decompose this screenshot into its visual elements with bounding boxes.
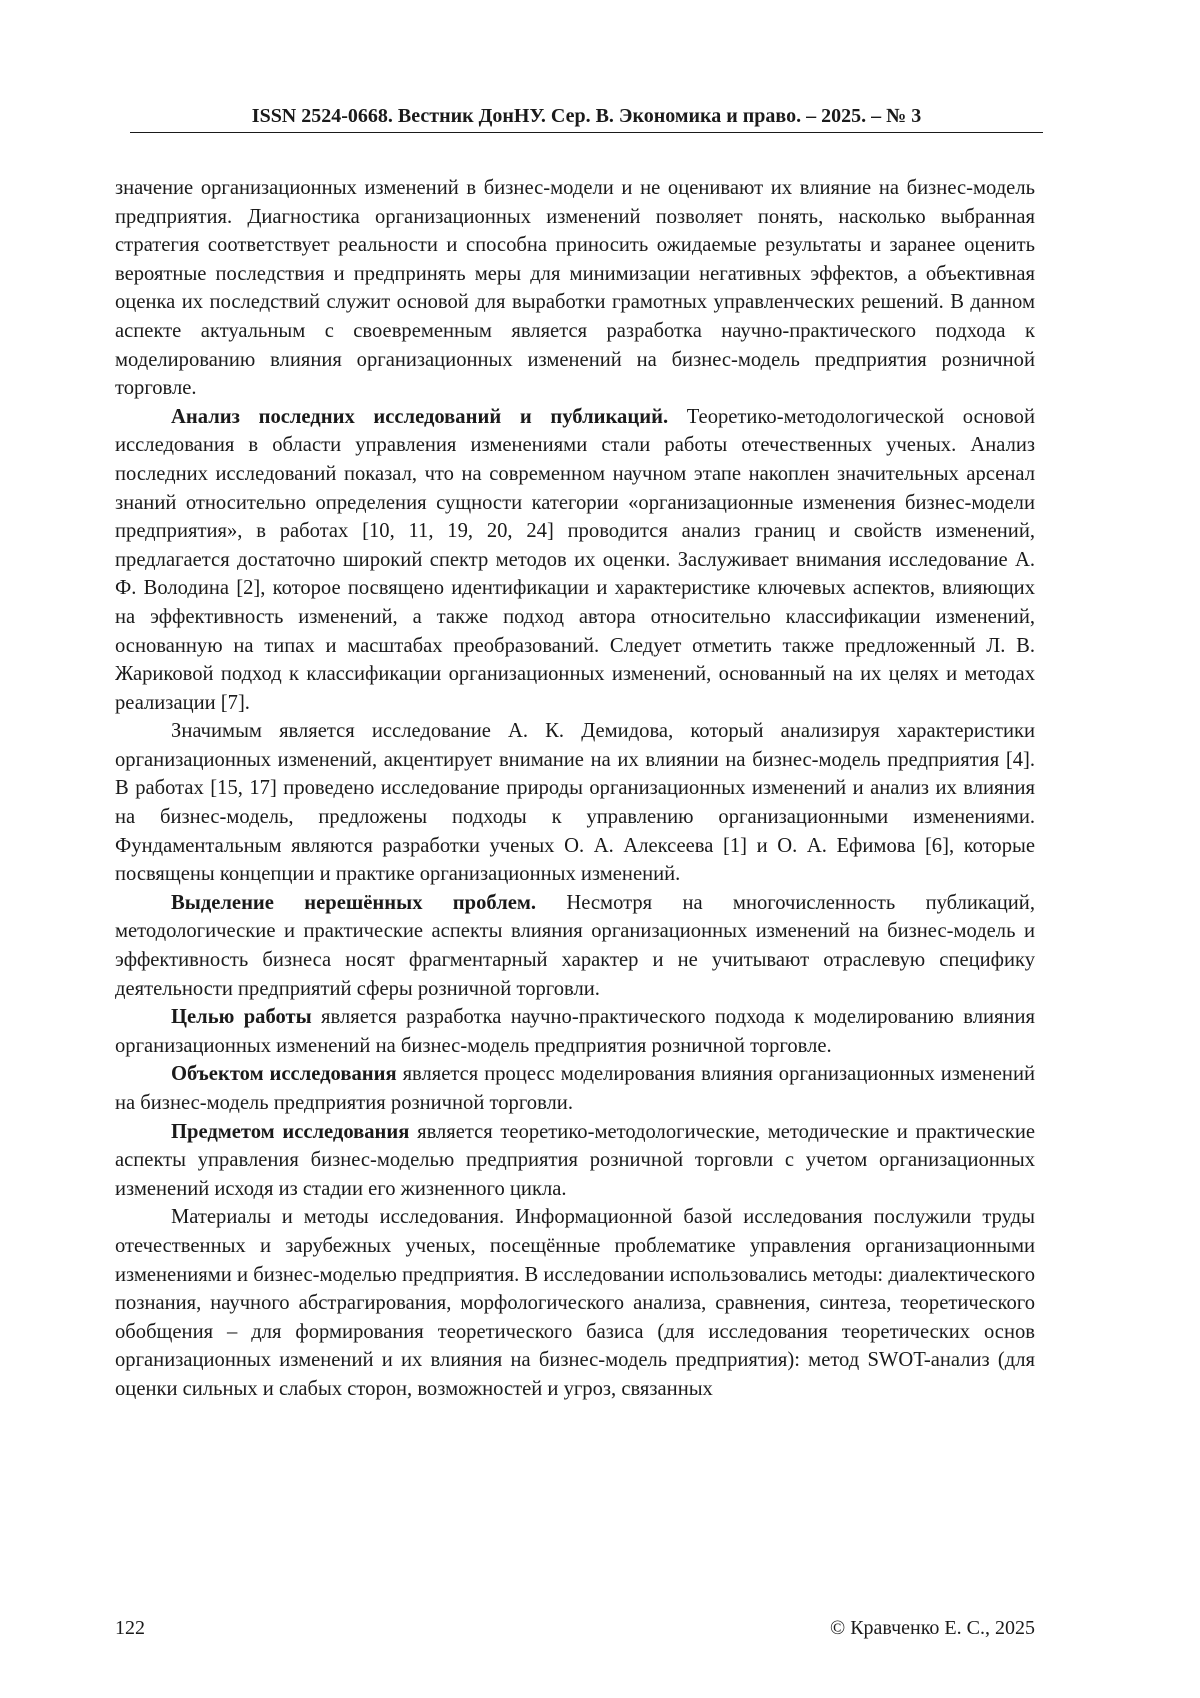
paragraph-lead: Целью работы xyxy=(171,1006,312,1029)
running-header: ISSN 2524-0668. Вестник ДонНУ. Сер. В. Экономика и право. – 2025. – № 3 xyxy=(251,105,922,127)
header-rule xyxy=(130,132,1043,133)
paragraph-text: Материалы и методы исследования. Информационной базой исследования послужили труды отечественных и зарубежных ученых, посещённые проблематике управления организационными изменениями и бизнес-моделью предприятия. В исследовании использовались методы: диалектического познания, научного абстрагирования, морфологического анализа, сравнения, синтеза, теоретического обобщения – для формирования теоретического базиса (для исследования теоретических основ организационных изменений и их влияния на бизнес-модель предприятия): метод SWOT-анализ (для оценки сильных и слабых сторон, возможностей и угроз, связанных xyxy=(115,1206,1035,1400)
page-number: 122 xyxy=(115,1617,145,1639)
paragraph-text: Теоретико-методологической основой исследования в области управления изменениями стали работы отечественных ученых. Анализ последних исследований показал, что на современном научном этапе накоплен значительных арсенал знаний относительно определения сущности категории «организационные изменения бизнес-модели предприятия», в работах [10, 11, 19, 20, 24] проводится анализ границ и свойств изменений, предлагается достаточно широкий спектр методов их оценки. Заслуживает внимания исследование А. Ф. Володина [2], которое посвящено идентификации и характеристике ключевых аспектов, влияющих на эффективность изменений, а также подход автора относительно классификации изменений, основанную на типах и масштабах преобразований. Следует отметить также предложенный Л. В. Жариковой подход к классификации организационных изменений, основанный на их целях и методах реализации [7]. xyxy=(115,405,1035,714)
paragraph-methods xyxy=(115,1203,1035,1403)
paragraph-text: является процесс моделирования влияния организационных изменений на бизнес-модель предприятия розничной торговли. xyxy=(115,1063,1035,1114)
paragraph-subject xyxy=(115,1118,1035,1204)
paragraph-text: является разработка научно-практического подхода к моделированию влияния организационных изменений на бизнес-модель предприятия розничной торговле. xyxy=(115,1006,1035,1057)
article-body xyxy=(115,174,1035,1404)
paragraph-lead: Выделение нерешённых проблем. xyxy=(171,891,537,914)
paragraph-text: Значимым является исследование А. К. Демидова, который анализируя характеристики организационных изменений, акцентирует внимание на их влиянии на бизнес-модель предприятия [4]. В работах [15, 17] проведено исследование природы организационных изменений и анализ их влияния на бизнес-модель, предложены подходы к управлению организационными изменениями. Фундаментальным являются разработки ученых О. А. Алексеева [1] и О. А. Ефимова [6], которые посвящены концепции и практике организационных изменений. xyxy=(115,720,1035,886)
paragraph-text: значение организационных изменений в бизнес-модели и не оценивают их влияние на бизнес-модель предприятия. Диагностика организационных изменений позволяет понять, насколько выбранная стратегия соответствует реальности и способна приносить ожидаемые результаты и заранее оценить вероятные последствия и предпринять меры для минимизации негативных эффектов, а объективная оценка их последствий служит основой для выработки грамотных управленческих решений. В данном аспекте актуальным с своевременным является разработка научно-практического подхода к моделированию влияния организационных изменений на бизнес-модель предприятия розничной торговле. xyxy=(115,177,1035,400)
paragraph-unsolved-problems xyxy=(115,889,1035,1003)
paragraph-lead: Объектом исследования xyxy=(171,1063,397,1086)
paragraph-literature-review xyxy=(115,403,1035,718)
paragraph-goal xyxy=(115,1003,1035,1060)
paragraph-text: является теоретико-методологические, методические и практические аспекты управления бизнес-моделью предприятия розничной торговли с учетом организационных изменений исходя из стадии его жизненного цикла. xyxy=(115,1120,1036,1200)
paragraph-demidov xyxy=(115,717,1035,889)
copyright: © Кравченко Е. С., 2025 xyxy=(830,1617,1035,1639)
paragraph-object xyxy=(115,1060,1035,1117)
paragraph-text: Несмотря на многочисленность публикаций, методологические и практические аспекты влияния организационных изменений на бизнес-модель и эффективность бизнеса носят фрагментарный характер и не учитывают отраслевую специфику деятельности предприятий сферы розничной торговли. xyxy=(115,891,1035,1000)
paragraph-continuation xyxy=(115,174,1035,403)
paragraph-lead: Анализ последних исследований и публикаций. xyxy=(171,405,669,428)
paragraph-lead: Предметом исследования xyxy=(171,1120,410,1143)
